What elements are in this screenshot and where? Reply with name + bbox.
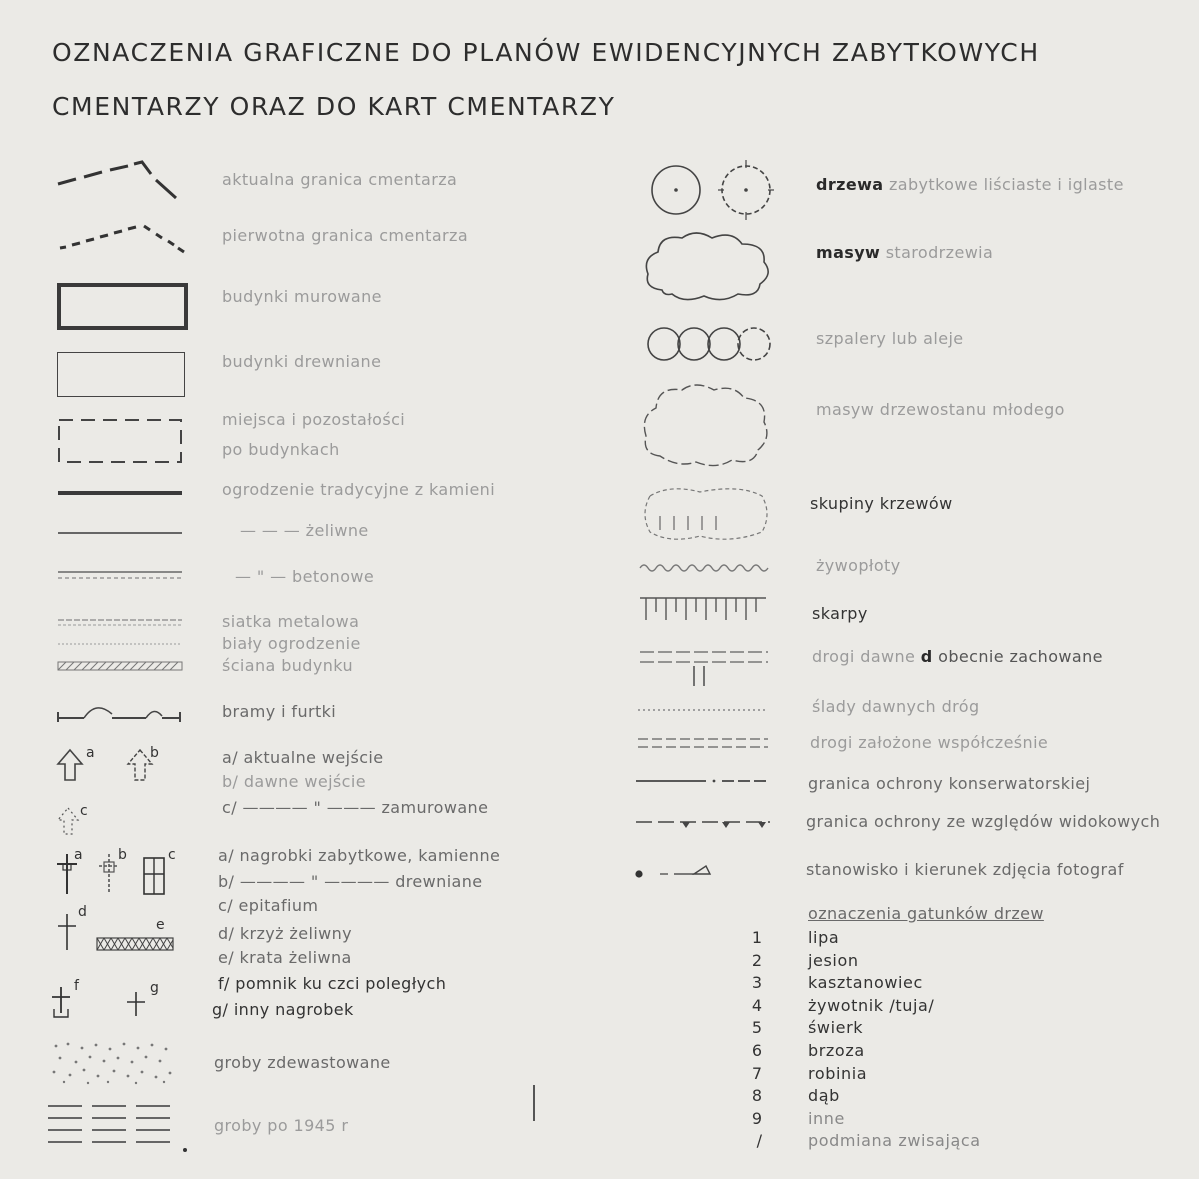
tree-species-header: oznaczenia gatunków drzew [808, 904, 1044, 923]
mark-b-grave: b [118, 847, 128, 863]
label-old-stand [816, 243, 993, 262]
label-conservation-boundary: granica ochrony konserwatorskiej [808, 774, 1091, 793]
label-old-stand-rest: starodrzewia [880, 243, 994, 262]
tree-species-number: 5 [751, 1018, 762, 1038]
label-grave-e: e/ krata żeliwna [218, 948, 352, 967]
tree-species-number: 6 [751, 1041, 762, 1060]
label-grave-b: b/ ———— " ———— drewniane [218, 872, 483, 891]
mark-g-grave: g [150, 980, 160, 996]
mark-f-grave: f [74, 978, 80, 994]
tree-species-number: 9 [751, 1108, 762, 1128]
building-remains-symbol [58, 416, 184, 466]
young-stand-symbol [640, 380, 772, 470]
mark-e-grave: e [156, 917, 166, 933]
tree-species-name: jesion [808, 950, 859, 970]
tree-species-number: 7 [751, 1063, 762, 1083]
war-memorial-icon [48, 985, 74, 1019]
trees-symbol [646, 160, 778, 218]
label-old-roads-1: drogi dawne [812, 647, 916, 666]
label-trees-rest: zabytkowe liściaste i iglaste [883, 175, 1124, 194]
label-grave-d: d/ krzyż żeliwny [218, 924, 353, 943]
label-gates: bramy i furtki [222, 702, 337, 721]
label-building-wall: ściana budynku [222, 656, 353, 675]
cast-iron-cross-icon [54, 912, 80, 952]
label-old-roads [812, 647, 1103, 666]
road-traces-symbol [638, 705, 768, 715]
hedgerow-symbol [640, 562, 772, 574]
tree-species-name: lipa [808, 928, 840, 947]
tree-species-name: brzoza [808, 1041, 865, 1060]
tree-species-name: żywotnik /tuja/ [808, 995, 935, 1015]
label-grave-g: g/ inny nagrobek [212, 1000, 354, 1019]
stone-fence-symbol [58, 491, 182, 495]
label-remains-1: miejsca i pozostałości [222, 410, 406, 429]
current-boundary-symbol [56, 158, 186, 203]
label-grave-c: c/ epitafium [218, 896, 319, 915]
mark-b-entrance: b [150, 745, 160, 761]
mark-a-grave: a [74, 847, 83, 863]
tree-species-number: 2 [751, 950, 762, 970]
tree-species-name: podmiana zwisająca [808, 1131, 981, 1151]
label-old-stand-bold: masyw [816, 243, 881, 262]
post1945-graves-symbol [48, 1102, 172, 1146]
visual-boundary-symbol [636, 816, 770, 832]
hedge-fence-symbol [58, 640, 182, 650]
current-entrance-icon [56, 748, 84, 782]
mark-a-entrance: a [86, 745, 95, 761]
shrub-group-symbol [640, 486, 772, 542]
label-grave-a: a/ nagrobki zabytkowe, kamienne [218, 846, 501, 865]
label-cast-iron-fence: — — — żeliwne [240, 521, 369, 540]
old-stand-symbol [642, 230, 774, 302]
wire-fence-symbol [58, 617, 182, 629]
label-old-roads-3: obecnie zachowane [938, 647, 1103, 666]
tree-species-name: robinia [808, 1063, 868, 1083]
label-trees [816, 175, 1124, 194]
label-new-roads: drogi założone współcześnie [810, 733, 1049, 752]
label-entrance-a: a/ aktualne wejście [222, 748, 384, 767]
mark-c-grave: c [168, 847, 177, 863]
epitaph-icon [142, 856, 166, 896]
new-roads-symbol [638, 735, 768, 751]
gates-symbol [56, 700, 186, 724]
escarpment-symbol [640, 594, 766, 624]
other-grave-icon [124, 990, 148, 1018]
ink-dot [183, 1148, 187, 1152]
label-shrub-groups: skupiny krzewów [810, 494, 953, 513]
label-visual-boundary: granica ochrony ze względów widokowych [806, 812, 1161, 831]
tree-species-number: 3 [751, 973, 762, 993]
tree-species-name: świerk [808, 1018, 864, 1038]
old-roads-symbol [640, 644, 768, 688]
concrete-fence-symbol [58, 568, 182, 582]
label-trees-bold: drzewa [816, 175, 884, 194]
title-line-1: OZNACZENIA GRAFICZNE DO PLANÓW EWIDENCYJNYCH ZABYTKOWYCH [52, 38, 1040, 67]
label-wire-fence: siatka metalowa [222, 612, 360, 631]
photo-station-symbol [634, 862, 734, 882]
masonry-building-symbol [57, 283, 188, 330]
label-hedgerow: żywopłoty [816, 556, 901, 575]
wooden-building-symbol [57, 352, 185, 397]
espalier-symbol [646, 324, 772, 364]
devastated-graves-symbol [48, 1040, 176, 1086]
tree-species-number: / [756, 1131, 762, 1151]
mark-d-grave: d [78, 904, 88, 920]
building-wall-symbol [58, 660, 182, 674]
label-concrete-fence: — " — betonowe [235, 567, 375, 586]
label-post1945-graves: groby po 1945 r [214, 1116, 349, 1135]
label-entrance-c: c/ ———— " ——— zamurowane [222, 798, 489, 817]
tree-species-name: kasztanowiec [808, 973, 923, 993]
label-masonry-buildings: budynki murowane [222, 287, 382, 306]
label-grave-f: f/ pomnik ku czci poległych [218, 974, 447, 993]
cast-iron-railing-icon [96, 936, 176, 954]
conservation-boundary-symbol [636, 776, 770, 786]
label-escarpment: skarpy [812, 604, 868, 623]
label-remains-2: po budynkach [222, 440, 340, 459]
label-young-stand: masyw drzewostanu młodego [816, 400, 1065, 419]
walled-entrance-icon [56, 806, 80, 836]
cast-iron-fence-symbol [58, 532, 182, 534]
label-original-boundary: pierwotna granica cmentarza [222, 226, 469, 245]
tree-species-number: 8 [751, 1086, 762, 1106]
label-hedge-fence: biały ogrodzenie [222, 634, 361, 653]
tree-species-number: 1 [751, 928, 762, 947]
title-line-2: CMENTARZY ORAZ DO KART CMENTARZY [52, 92, 616, 121]
vertical-stroke [533, 1085, 535, 1121]
label-old-roads-2: d [920, 647, 933, 666]
label-entrance-b: b/ dawne wejście [222, 772, 366, 791]
tree-species-name: dąb [808, 1086, 840, 1106]
label-photo-station: stanowisko i kierunek zdjęcia fotograf [806, 860, 1124, 879]
label-current-boundary: aktualna granica cmentarza [222, 170, 458, 189]
tree-species-number: 4 [751, 995, 762, 1015]
tree-species-name: inne [808, 1108, 845, 1128]
mark-c-entrance: c [80, 803, 89, 819]
label-espalier: szpalery lub aleje [816, 329, 964, 348]
label-stone-fence: ogrodzenie tradycyjne z kamieni [222, 480, 496, 499]
label-devastated-graves: groby zdewastowane [214, 1053, 391, 1072]
label-wooden-buildings: budynki drewniane [222, 352, 382, 371]
original-boundary-symbol [58, 222, 188, 257]
label-road-traces: ślady dawnych dróg [812, 697, 980, 716]
